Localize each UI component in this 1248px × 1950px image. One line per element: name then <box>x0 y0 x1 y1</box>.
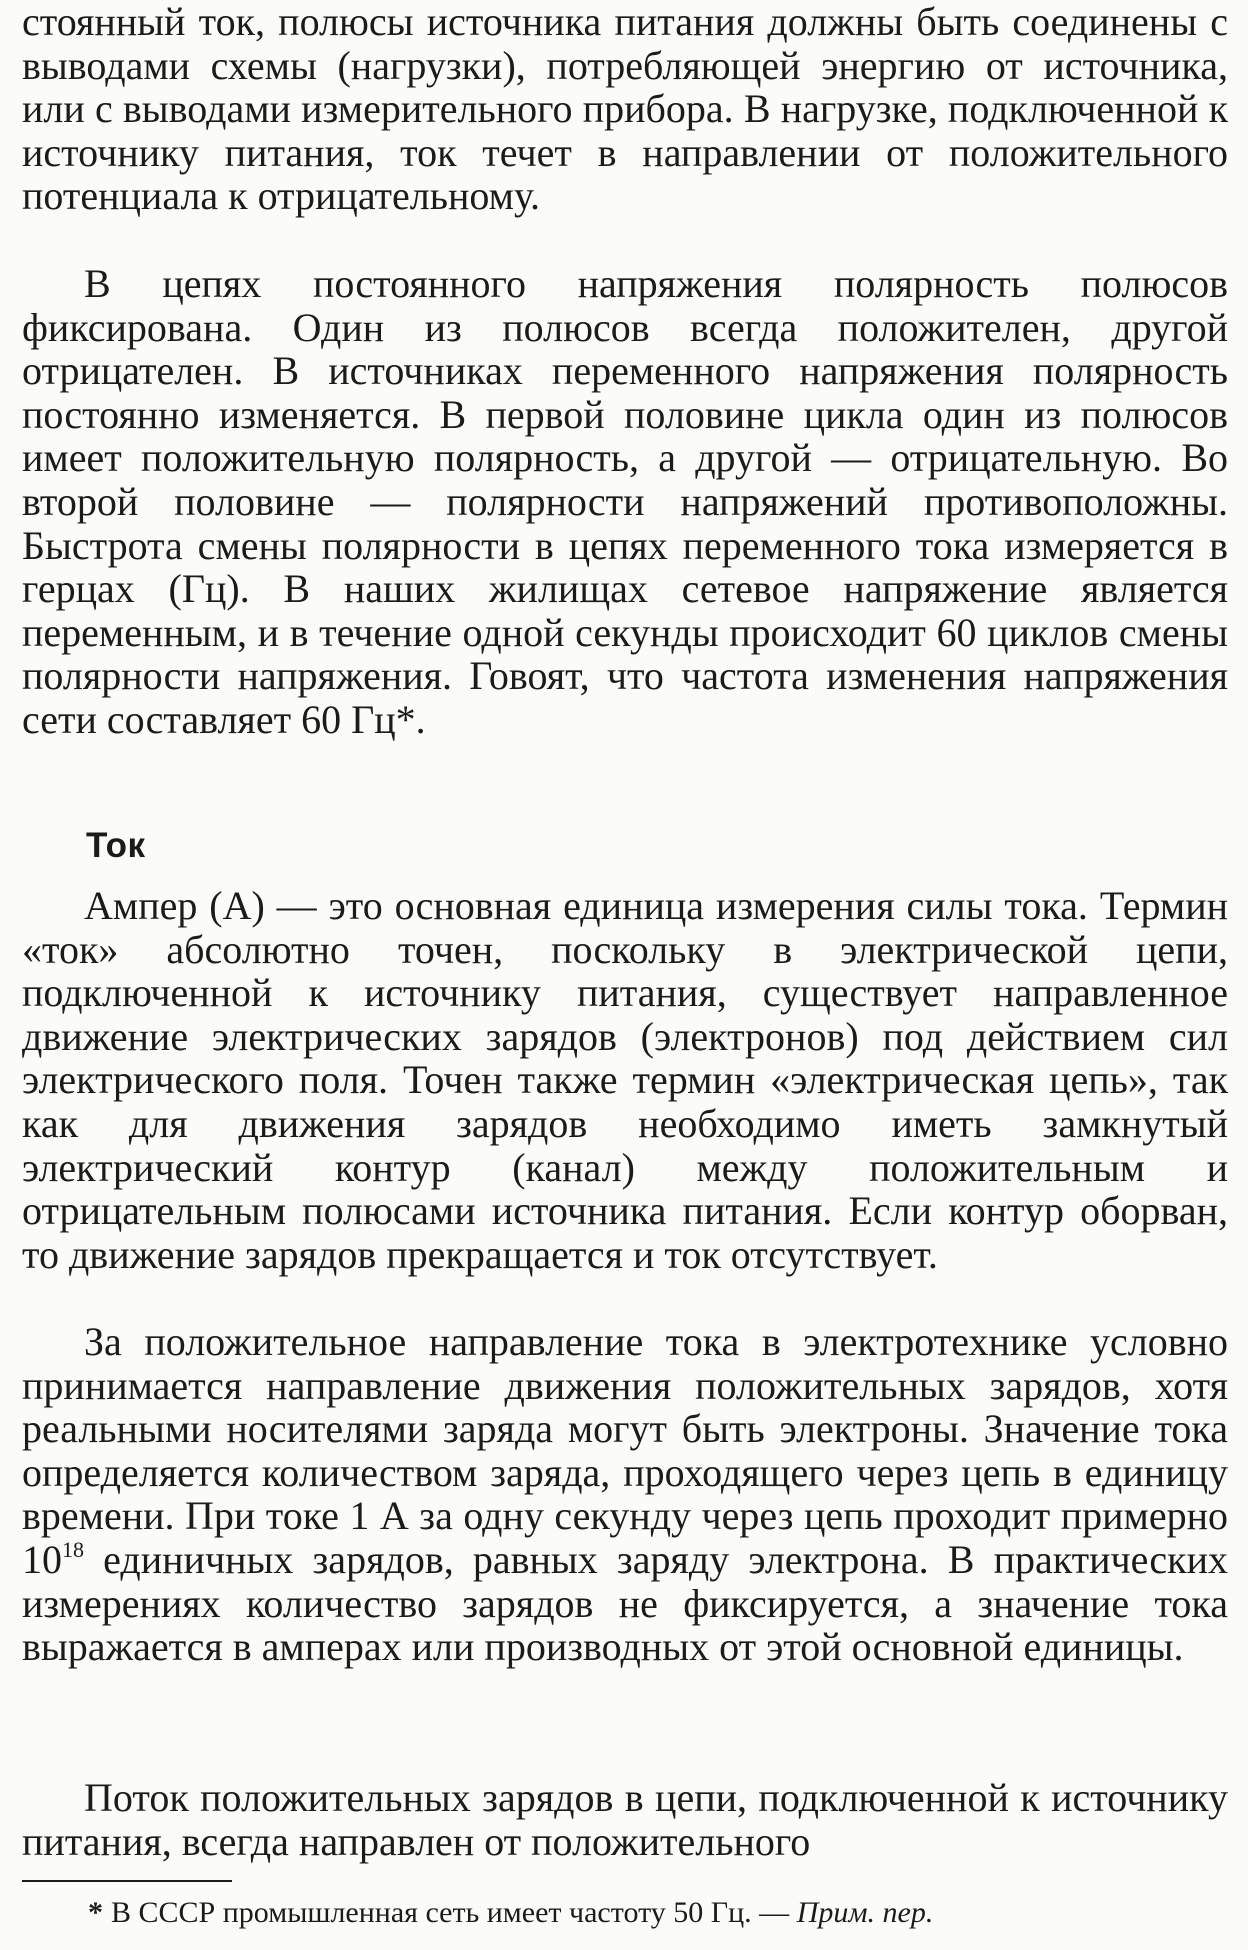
paragraph-text: Ампер (А) — это основная единица измерения силы тока. Термин «ток» абсолютно точен, поскольку в электрической цепи, подключенной к источнику питания, существует направленное движение электрических зарядов (электронов) под действием сил электрического поля. Точен также термин «электрическая цепь», так как для движения зарядов необходимо иметь замкнутый электрический контур (канал) между положительным и отрицательным полюсами источника питания. Если контур оборван, то движение зарядов прекращается и ток отсутствует. <box>22 883 1228 1277</box>
paragraph-polarity-connection <box>22 0 1228 218</box>
paragraph-text-part: За положительное направление тока в электротехнике условно принимается направление движения положительных зарядов, хотя реальными носителями заряда могут быть электроны. Значение тока определяется количеством заряда, проходящего через цепь в единицу времени. При токе 1 А за одну секунду через цепь проходит примерно 10 <box>22 1319 1228 1582</box>
footnote-source: Прим. пер. <box>796 1896 934 1929</box>
paragraph-positive-charge-flow <box>22 1776 1228 1863</box>
paragraph-text: В цепях постоянного напряжения полярность полюсов фиксирована. Один из полюсов всегда положителен, другой отрицателен. В источниках переменного напряжения полярность постоянно изменяется. В первой половине цикла один из полюсов имеет положительную полярность, а другой — отрицательную. Во второй половине — полярности напряжений противоположны. Быстрота смены полярности в цепях переменного тока измеряется в герцах (Гц). В наших жилищах сетевое напряжение является переменным, и в течение одной секунды происходит 60 циклов смены полярности напряжения. Говоят, что частота изменения напряжения сети составляет 60 Гц*. <box>22 261 1228 742</box>
paragraph-text: стоянный ток, полюсы источника питания должны быть соединены с выводами схемы (нагрузки), потребляющей энергию от источника, или с выводами измерительного прибора. В нагрузке, подключенной к источнику питания, ток течет в направлении от положительного потенциала к отрицательному. <box>22 0 1228 219</box>
footnote-divider <box>22 1880 232 1882</box>
section-heading: Ток <box>86 826 146 865</box>
footnote-text: В СССР промышленная сеть имеет частоту 50 Гц. — <box>111 1896 790 1929</box>
paragraph-text: Поток положительных зарядов в цепи, подключенной к источнику питания, всегда направлен от положительного <box>22 1775 1228 1864</box>
paragraph-ac-dc-polarity <box>22 262 1228 742</box>
exponent: 18 <box>62 1536 84 1562</box>
footnote <box>88 1896 933 1930</box>
paragraph-text <box>22 1320 1228 1669</box>
paragraph-current-direction <box>22 1320 1228 1669</box>
paragraph-text-part: единичных зарядов, равных заряду электрона. В практических измерениях количество зарядов не фиксируется, а значение тока выражается в амперах или производных от этой основной единицы. <box>22 1536 1228 1670</box>
footnote-mark: * <box>88 1896 103 1929</box>
paragraph-ampere-definition <box>22 884 1228 1276</box>
